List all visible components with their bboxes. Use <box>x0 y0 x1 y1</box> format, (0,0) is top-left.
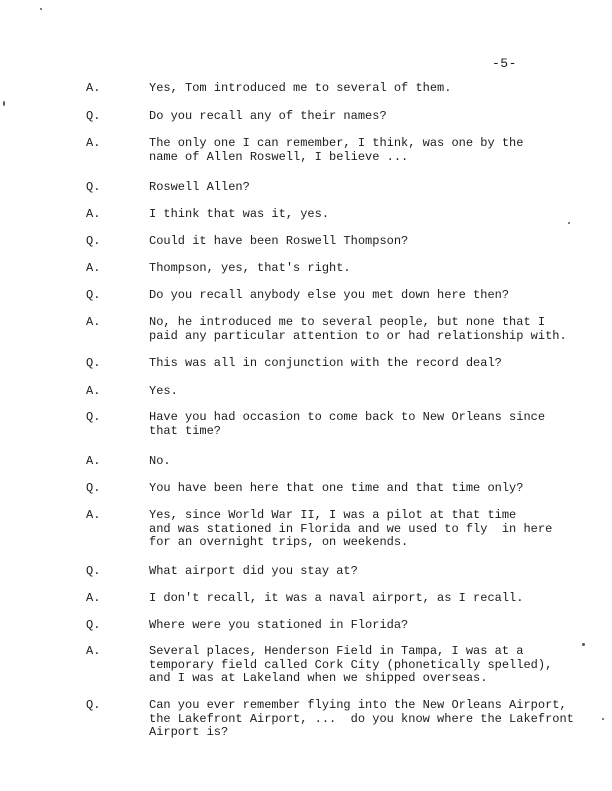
entry-text <box>149 699 589 740</box>
entry-text <box>149 262 589 276</box>
entry-text <box>149 455 589 469</box>
text-line: that time? <box>149 423 222 438</box>
entry-text <box>149 316 589 343</box>
text-line: No. <box>149 454 171 468</box>
entry-text <box>149 82 589 96</box>
text-line: and was stationed in Florida and we used to fly in here <box>149 521 553 536</box>
speaker-label: A. <box>86 81 101 95</box>
text-line: Have you had occasion to come back to New Orleans since <box>149 410 546 424</box>
text-line: Airport is? <box>149 725 229 739</box>
speaker-label: A. <box>86 207 101 221</box>
text-line: I think that was it, yes. <box>149 207 330 221</box>
scan-speck <box>602 718 604 720</box>
text-line: Several places, Henderson Field in Tampa, I was at a <box>149 644 524 658</box>
scan-speck <box>40 8 42 10</box>
text-line: Can you ever remember flying into the New Orleans Airport, <box>149 698 567 712</box>
text-line: the Lakefront Airport, ... do you know where the Lakefront <box>149 711 574 726</box>
text-line: No, he introduced me to several people, but none that I <box>149 315 546 329</box>
text-line: You have been here that one time and that time only? <box>149 481 524 495</box>
entry-text <box>149 235 589 249</box>
text-line: paid any particular attention to or had relationship with. <box>149 328 567 343</box>
entry-text <box>149 208 589 222</box>
text-line: Could it have been Roswell Thompson? <box>149 234 409 248</box>
entry-text <box>149 565 589 579</box>
speaker-label: A. <box>86 384 101 398</box>
text-line: Roswell Allen? <box>149 180 250 194</box>
entry-text <box>149 110 589 124</box>
text-line: for an overnight trips, on weekends. <box>149 535 409 549</box>
speaker-label: A. <box>86 315 101 329</box>
speaker-label: Q. <box>86 618 101 632</box>
text-line: The only one I can remember, I think, was one by the <box>149 136 524 150</box>
entry-text <box>149 357 589 371</box>
text-line: Do you recall any of their names? <box>149 109 387 123</box>
speaker-label: Q. <box>86 410 101 424</box>
scan-speck <box>582 643 585 646</box>
scan-speck <box>3 101 5 106</box>
entry-text <box>149 289 589 303</box>
speaker-label: A. <box>86 454 101 468</box>
entry-text <box>149 482 589 496</box>
entry-text <box>149 137 589 164</box>
entry-text <box>149 509 589 550</box>
speaker-label: Q. <box>86 564 101 578</box>
page-number: -5- <box>492 56 517 71</box>
entry-text <box>149 619 589 633</box>
speaker-label: A. <box>86 261 101 275</box>
text-line: and I was at Lakeland when we shipped overseas. <box>149 671 488 685</box>
speaker-label: A. <box>86 508 101 522</box>
speaker-label: Q. <box>86 481 101 495</box>
speaker-label: A. <box>86 591 101 605</box>
speaker-label: Q. <box>86 288 101 302</box>
text-line: I don't recall, it was a naval airport, as I recall. <box>149 591 524 605</box>
text-line: Yes, Tom introduced me to several of them. <box>149 81 452 95</box>
speaker-label: Q. <box>86 234 101 248</box>
entry-text <box>149 181 589 195</box>
text-line: name of Allen Roswell, I believe ... <box>149 149 409 164</box>
entry-text <box>149 385 589 399</box>
text-line: Thompson, yes, that's right. <box>149 261 351 275</box>
entry-text <box>149 592 589 606</box>
text-line: Yes, since World War II, I was a pilot at that time <box>149 508 517 522</box>
text-line: Yes. <box>149 384 178 398</box>
scan-speck <box>568 222 570 224</box>
text-line: What airport did you stay at? <box>149 564 358 578</box>
speaker-label: A. <box>86 644 101 658</box>
speaker-label: Q. <box>86 356 101 370</box>
speaker-label: Q. <box>86 109 101 123</box>
entry-text <box>149 411 589 438</box>
speaker-label: Q. <box>86 698 101 712</box>
speaker-label: Q. <box>86 180 101 194</box>
text-line: Do you recall anybody else you met down here then? <box>149 288 510 302</box>
entry-text <box>149 645 589 686</box>
text-line: This was all in conjunction with the record deal? <box>149 356 502 370</box>
speaker-label: A. <box>86 136 101 150</box>
text-line: Where were you stationed in Florida? <box>149 618 409 632</box>
text-line: temporary field called Cork City (phonetically spelled), <box>149 657 553 672</box>
